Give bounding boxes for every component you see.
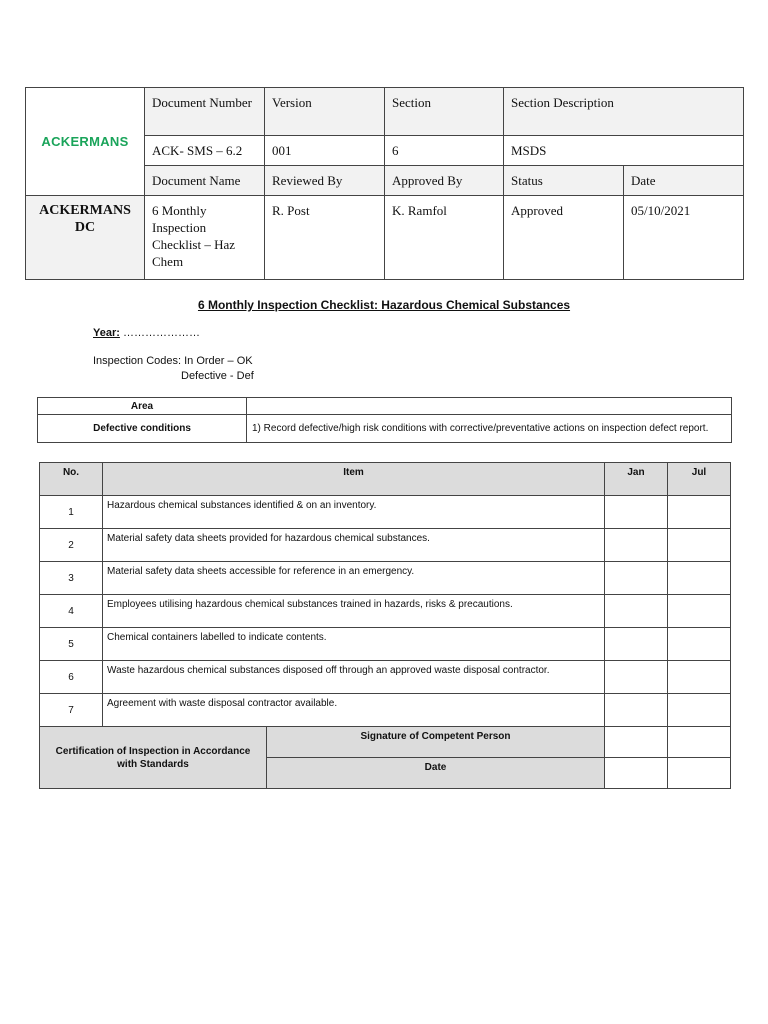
row-number: 7: [40, 694, 103, 727]
logo-cell: [26, 88, 145, 196]
doc-number-value: ACK- SMS – 6.2: [145, 136, 265, 166]
jan-cell[interactable]: [605, 529, 668, 562]
row-number: 6: [40, 661, 103, 694]
status-label: Status: [504, 166, 624, 196]
row-number: 1: [40, 496, 103, 529]
table-row: [40, 694, 731, 727]
version-value: 001: [265, 136, 385, 166]
reviewed-by-label: Reviewed By: [265, 166, 385, 196]
company-name: ACKERMANS DC: [26, 196, 145, 280]
row-number: 5: [40, 628, 103, 661]
doc-number-label: Document Number: [145, 88, 265, 136]
date-label: Date: [624, 166, 744, 196]
reviewed-by-value: R. Post: [265, 196, 385, 280]
table-row: [40, 595, 731, 628]
jul-cell[interactable]: [668, 529, 731, 562]
status-value: Approved: [504, 196, 624, 280]
table-row: [40, 628, 731, 661]
ackermans-logo: ACKERMANS: [41, 134, 129, 149]
jan-cell[interactable]: [605, 694, 668, 727]
header-item: Item: [103, 463, 605, 496]
table-row: [40, 661, 731, 694]
signature-jul-cell[interactable]: [668, 727, 731, 758]
year-field[interactable]: …………………: [122, 327, 200, 339]
year-line: [93, 327, 200, 339]
header-jan: Jan: [605, 463, 668, 496]
jul-cell[interactable]: [668, 595, 731, 628]
row-item: Material safety data sheets provided for hazardous chemical substances.: [103, 529, 605, 562]
row-item: Hazardous chemical substances identified & on an inventory.: [103, 496, 605, 529]
certification-label: Certification of Inspection in Accordance with Standards: [40, 727, 267, 789]
row-number: 2: [40, 529, 103, 562]
document-control-table: [25, 87, 744, 280]
row-item: Chemical containers labelled to indicate contents.: [103, 628, 605, 661]
jul-cell[interactable]: [668, 694, 731, 727]
row-number: 3: [40, 562, 103, 595]
inspection-codes-line1: Inspection Codes: In Order – OK: [93, 355, 253, 367]
year-label: Year:: [93, 327, 120, 339]
approved-by-label: Approved By: [385, 166, 504, 196]
table-row: [40, 529, 731, 562]
jan-cell[interactable]: [605, 562, 668, 595]
header-no: No.: [40, 463, 103, 496]
signature-label: Signature of Competent Person: [267, 727, 605, 758]
jan-cell[interactable]: [605, 628, 668, 661]
section-desc-value: MSDS: [504, 136, 744, 166]
signature-jan-cell[interactable]: [605, 727, 668, 758]
table-row: [40, 496, 731, 529]
inspection-codes-line2: Defective - Def: [181, 370, 254, 382]
doc-name-value: 6 Monthly Inspection Checklist – Haz Chem: [145, 196, 265, 280]
page-title: 6 Monthly Inspection Checklist: Hazardous Chemical Substances: [197, 298, 571, 312]
jul-cell[interactable]: [668, 661, 731, 694]
row-item: Employees utilising hazardous chemical substances trained in hazards, risks & precautions.: [103, 595, 605, 628]
date-jul-cell[interactable]: [668, 758, 731, 789]
row-item: Agreement with waste disposal contractor available.: [103, 694, 605, 727]
row-item: Waste hazardous chemical substances disposed off through an approved waste disposal contractor.: [103, 661, 605, 694]
section-desc-label: Section Description: [504, 88, 744, 136]
approved-by-value: K. Ramfol: [385, 196, 504, 280]
area-field[interactable]: [247, 398, 732, 415]
jul-cell[interactable]: [668, 628, 731, 661]
date-value: 05/10/2021: [624, 196, 744, 280]
doc-name-label: Document Name: [145, 166, 265, 196]
jul-cell[interactable]: [668, 496, 731, 529]
area-table: [37, 397, 732, 443]
row-item: Material safety data sheets accessible for reference in an emergency.: [103, 562, 605, 595]
cert-date-label: Date: [267, 758, 605, 789]
table-row: [40, 562, 731, 595]
date-jan-cell[interactable]: [605, 758, 668, 789]
version-label: Version: [265, 88, 385, 136]
header-jul: Jul: [668, 463, 731, 496]
jan-cell[interactable]: [605, 661, 668, 694]
jan-cell[interactable]: [605, 595, 668, 628]
checklist-table: [39, 462, 731, 789]
section-value: 6: [385, 136, 504, 166]
defective-conditions-label: Defective conditions: [38, 415, 247, 443]
row-number: 4: [40, 595, 103, 628]
defective-conditions-note: 1) Record defective/high risk conditions with corrective/preventative actions on inspection defect report.: [247, 415, 732, 443]
jul-cell[interactable]: [668, 562, 731, 595]
section-label: Section: [385, 88, 504, 136]
jan-cell[interactable]: [605, 496, 668, 529]
area-label: Area: [38, 398, 247, 415]
